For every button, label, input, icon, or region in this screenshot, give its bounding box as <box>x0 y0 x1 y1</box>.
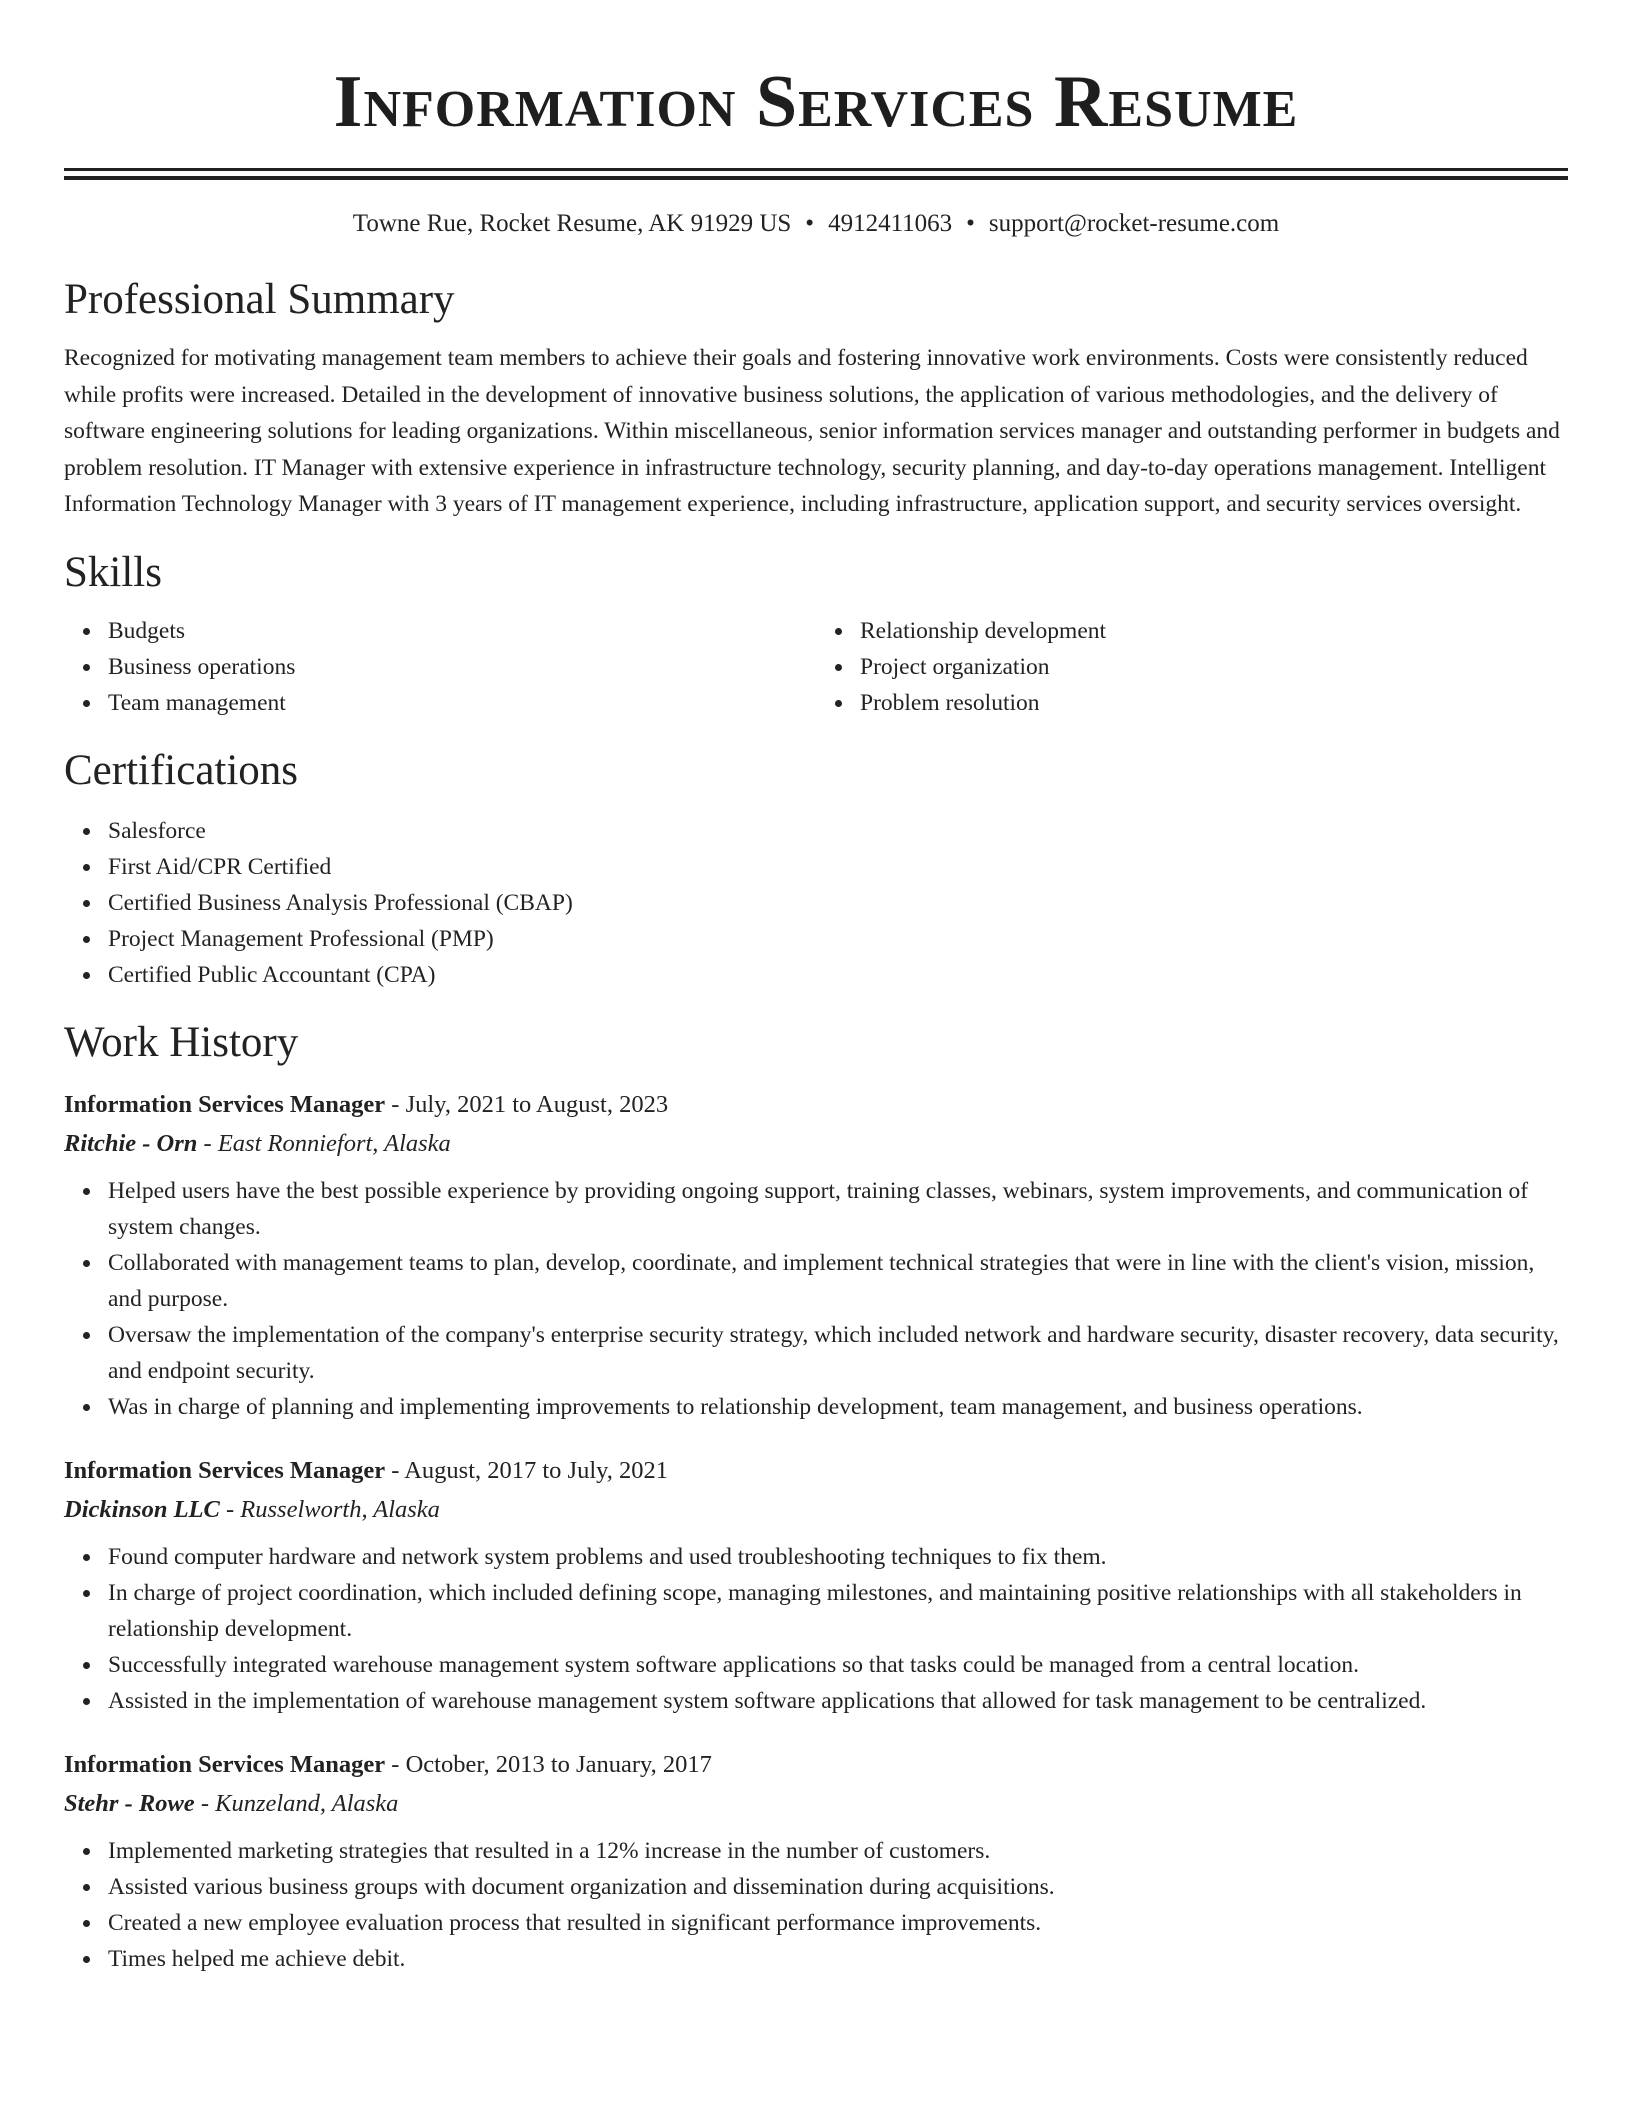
title-rule-top <box>64 168 1568 171</box>
job-dash: - <box>385 1090 406 1118</box>
job-duty-item: Created a new employee evaluation process that resulted in significant performance improvements. <box>108 1905 1568 1941</box>
skills-column-left <box>64 613 816 721</box>
job-duty-item: Successfully integrated warehouse management system software applications so that tasks could be managed from a central location. <box>108 1647 1568 1683</box>
job-duty-item: Implemented marketing strategies that resulted in a 12% increase in the number of customers. <box>108 1833 1568 1869</box>
contact-line <box>64 208 1568 240</box>
certification-item: Certified Public Accountant (CPA) <box>108 957 1568 993</box>
company-name: Dickinson LLC <box>64 1495 220 1523</box>
resume-title: Information Services Resume <box>333 61 1299 143</box>
job-duty-item: Found computer hardware and network system problems and used troubleshooting techniques to fix them. <box>108 1539 1568 1575</box>
skills-heading: Skills <box>64 548 162 596</box>
skills-grid <box>64 613 1568 721</box>
job-entry <box>64 1745 1568 1977</box>
company-dash: - <box>197 1129 218 1157</box>
job-duty-item: Helped users have the best possible experience by providing ongoing support, training classes, webinars, system improvements, and communication of system changes. <box>108 1173 1568 1245</box>
company-line <box>64 1490 1568 1529</box>
job-title-line <box>64 1745 1568 1784</box>
job-dash: - <box>385 1750 406 1778</box>
job-title: Information Services Manager <box>64 1456 386 1484</box>
job-title: Information Services Manager <box>64 1750 386 1778</box>
company-name: Ritchie - Orn <box>64 1129 198 1157</box>
job-duty-item: Collaborated with management teams to plan, develop, coordinate, and implement technical strategies that were in line with the client's vision, mission, and purpose. <box>108 1245 1568 1317</box>
skill-item: Project organization <box>860 649 1568 685</box>
certifications-heading: Certifications <box>64 746 299 794</box>
job-duty-item: Oversaw the implementation of the company's enterprise security strategy, which included network and hardware security, disaster recovery, data security, and endpoint security. <box>108 1317 1568 1389</box>
job-duties-list <box>64 1539 1568 1719</box>
company-dash: - <box>194 1789 216 1817</box>
job-duty-item: Assisted in the implementation of warehouse management system software applications that allowed for task management to be centralized. <box>108 1683 1568 1719</box>
skill-item: Relationship development <box>860 613 1568 649</box>
work-history-heading: Work History <box>64 1018 299 1066</box>
contact-phone: 4912411063 <box>828 210 953 237</box>
company-location: Kunzeland, Alaska <box>215 1789 399 1817</box>
summary-text: Recognized for motivating management team members to achieve their goals and fostering innovative work environments. Costs were consistently reduced while profits were increased. Detailed in the development of innovative business solutions, the application of various methodologies, and the delivery of software engineering solutions for leading organizations. Within miscellaneous, senior information services manager and outstanding performer in budgets and problem resolution. IT Manager with extensive experience in infrastructure technology, security planning, and day-to-day operations management. Intelligent Information Technology Manager with 3 years of IT management experience, including infrastructure, application support, and security services oversight. <box>64 345 1560 517</box>
job-title: Information Services Manager <box>64 1090 386 1118</box>
job-duty-item: Times helped me achieve debit. <box>108 1941 1568 1977</box>
company-name: Stehr - Rowe <box>64 1789 195 1817</box>
certification-item: Certified Business Analysis Professional (CBAP) <box>108 885 1568 921</box>
title-rule-bottom <box>64 176 1568 180</box>
job-entry <box>64 1451 1568 1719</box>
job-duty-item: In charge of project coordination, which included defining scope, managing milestones, and maintaining positive relationships with all stakeholders in relationship development. <box>108 1575 1568 1647</box>
company-line <box>64 1124 1568 1163</box>
certification-item: First Aid/CPR Certified <box>108 849 1568 885</box>
skill-item: Problem resolution <box>860 685 1568 721</box>
job-duty-item: Assisted various business groups with document organization and dissemination during acquisitions. <box>108 1869 1568 1905</box>
job-duties-list <box>64 1833 1568 1977</box>
contact-email[interactable]: support@rocket-resume.com <box>988 210 1280 237</box>
contact-separator: • <box>966 210 975 237</box>
job-duty-item: Was in charge of planning and implementing improvements to relationship development, team management, and business operations. <box>108 1389 1568 1425</box>
skill-item: Budgets <box>108 613 816 649</box>
company-location: East Ronniefort, Alaska <box>217 1129 451 1157</box>
skills-column-right <box>816 613 1568 721</box>
job-duties-list <box>64 1173 1568 1425</box>
job-dates: July, 2021 to August, 2023 <box>405 1090 669 1118</box>
summary-heading: Professional Summary <box>64 276 455 323</box>
certifications-list <box>64 813 1568 993</box>
company-dash: - <box>219 1495 241 1523</box>
job-dash: - <box>385 1456 405 1484</box>
job-entry <box>64 1085 1568 1425</box>
job-dates: October, 2013 to January, 2017 <box>405 1750 712 1778</box>
contact-separator: • <box>805 210 815 237</box>
job-dates: August, 2017 to July, 2021 <box>404 1456 669 1484</box>
company-line <box>64 1784 1568 1823</box>
skill-item: Team management <box>108 685 816 721</box>
certification-item: Salesforce <box>108 813 1568 849</box>
company-location: Russelworth, Alaska <box>240 1495 440 1523</box>
job-title-line <box>64 1451 1568 1490</box>
skill-item: Business operations <box>108 649 816 685</box>
certification-item: Project Management Professional (PMP) <box>108 921 1568 957</box>
job-title-line <box>64 1085 1568 1124</box>
contact-address: Towne Rue, Rocket Resume, AK 91929 US <box>352 210 792 237</box>
